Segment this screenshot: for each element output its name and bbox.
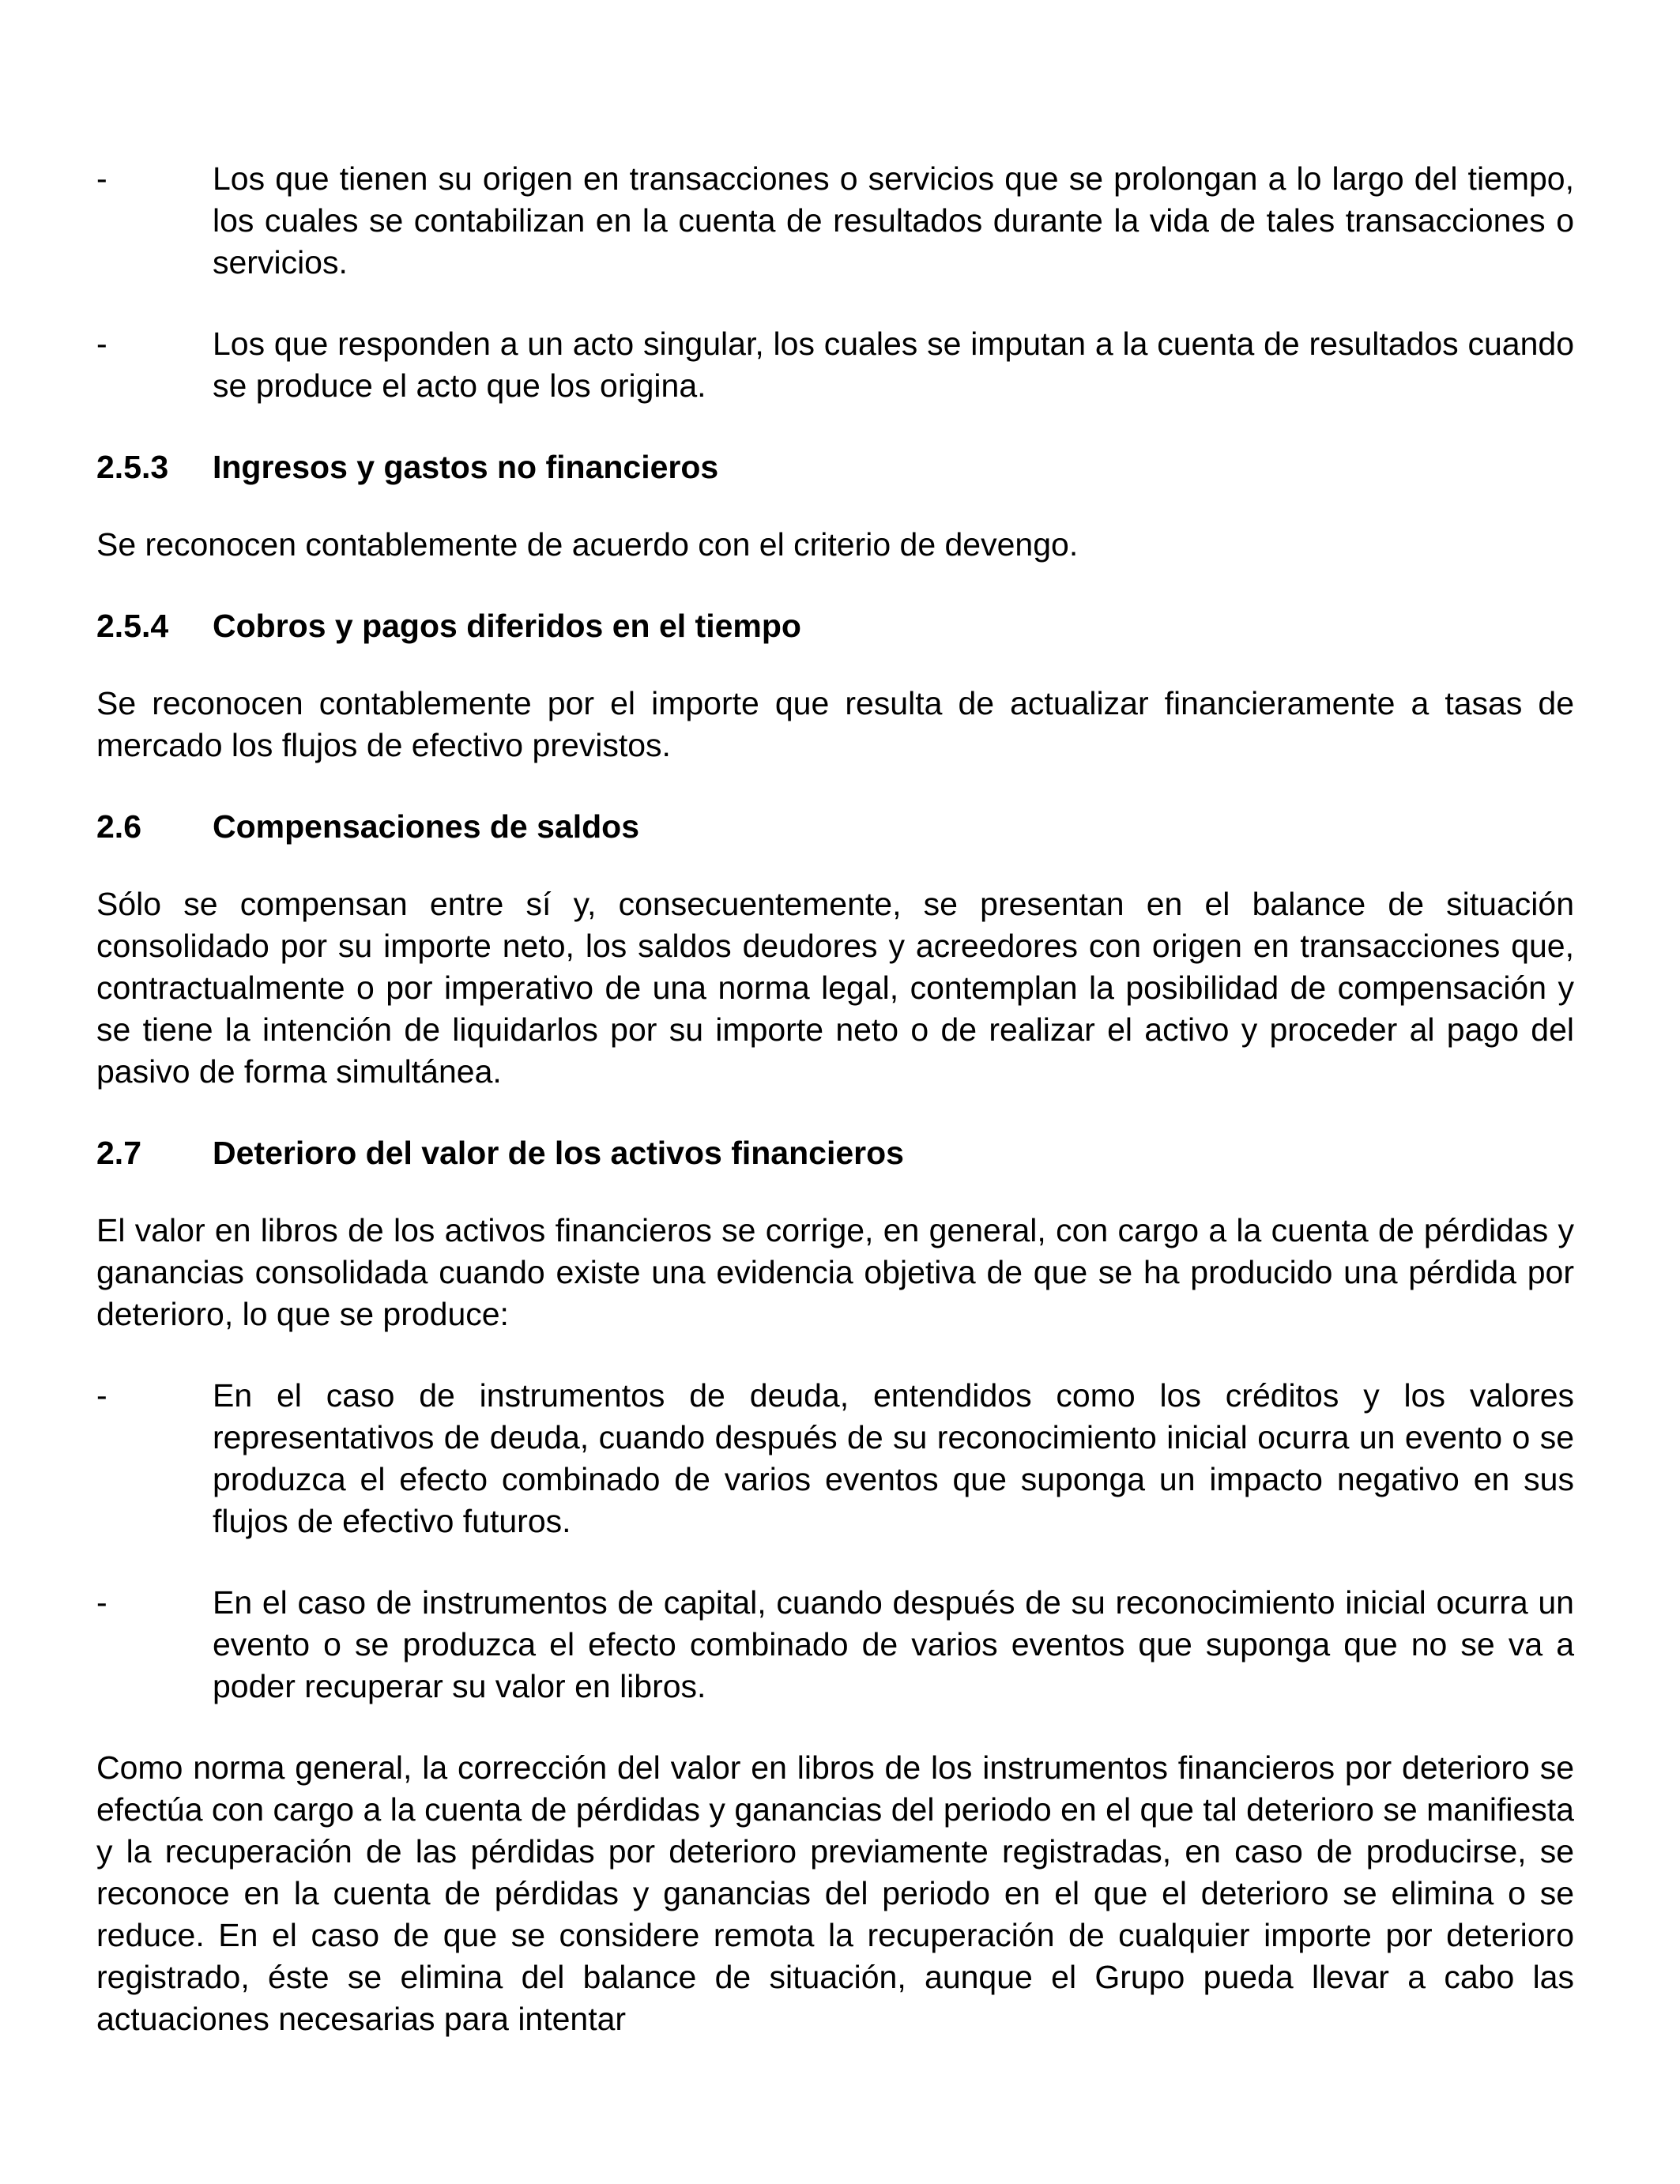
bullet-item [96, 158, 1574, 284]
bullet-text: En el caso de instrumentos de deuda, entendidos como los créditos y los valores representativos de deuda, cuando después de su reconocimiento inicial ocurra un evento o se produzca el efecto combinado de varios eventos que suponga un impacto negativo en sus flujos de efectivo futuros. [213, 1377, 1574, 1539]
bullet-text: Los que tienen su origen en transacciones o servicios que se prolongan a lo largo del tiempo, los cuales se contabilizan en la cuenta de resultados durante la vida de tales transacciones o servicios. [213, 160, 1574, 281]
section-title: Ingresos y gastos no financieros [213, 449, 719, 485]
section-number: 2.5.4 [96, 608, 169, 644]
paragraph: Se reconocen contablemente por el importe que resulta de actualizar financieramente a tasas de mercado los flujos de efectivo previstos. [96, 685, 1574, 763]
section-title: Compensaciones de saldos [213, 808, 640, 845]
section-title: Deterioro del valor de los activos financieros [213, 1135, 904, 1171]
bullet-item [96, 1582, 1574, 1708]
bullet-text: Los que responden a un acto singular, los cuales se imputan a la cuenta de resultados cuando se produce el acto que los origina. [213, 326, 1574, 404]
bullet-item [96, 323, 1574, 407]
bullet-dash: - [96, 1377, 107, 1414]
bullet-dash: - [96, 326, 107, 362]
paragraph: Sólo se compensan entre sí y, consecuentemente, se presentan en el balance de situación consolidado por su importe neto, los saldos deudores y acreedores con origen en transacciones que, contractualmente o por imperativo de una norma legal, contemplan la posibilidad de compensación y se tiene la intención de liquidarlos por su importe neto o de realizar el activo y proceder al pago del pasivo de forma simultánea. [96, 886, 1574, 1090]
bullet-dash: - [96, 1584, 107, 1621]
section-title: Cobros y pagos diferidos en el tiempo [213, 608, 801, 644]
section-number: 2.5.3 [96, 449, 169, 485]
section-heading-2-7 [96, 1132, 1574, 1174]
section-heading-2-5-4 [96, 605, 1574, 647]
section-number: 2.7 [96, 1135, 141, 1171]
document-page [96, 158, 1574, 2080]
bullet-item [96, 1375, 1574, 1542]
section-number: 2.6 [96, 808, 141, 845]
paragraph: Se reconocen contablemente de acuerdo con el criterio de devengo. [96, 526, 1079, 563]
bullet-text: En el caso de instrumentos de capital, cuando después de su reconocimiento inicial ocurra un evento o se produzca el efecto combinado de varios eventos que suponga que no se va a poder recuperar su valor en libros. [213, 1584, 1574, 1704]
section-heading-2-6 [96, 806, 1574, 848]
bullet-dash: - [96, 160, 107, 197]
paragraph: El valor en libros de los activos financieros se corrige, en general, con cargo a la cuenta de pérdidas y ganancias consolidada cuando existe una evidencia objetiva de que se ha producido una pérdida por deterioro, lo que se produce: [96, 1212, 1574, 1332]
paragraph: Como norma general, la corrección del valor en libros de los instrumentos financieros por deterioro se efectúa con cargo a la cuenta de pérdidas y ganancias del periodo en el que tal deterioro se manifiesta y la recuperación de las pérdidas por deterioro previamente registradas, en caso de producirse, se reconoce en la cuenta de pérdidas y ganancias del periodo en el que el deterioro se elimina o se reduce. En el caso de que se considere remota la recuperación de cualquier importe por deterioro registrado, éste se elimina del balance de situación, aunque el Grupo pueda llevar a cabo las actuaciones necesarias para intentar [96, 1749, 1574, 2037]
section-heading-2-5-3 [96, 446, 1574, 488]
